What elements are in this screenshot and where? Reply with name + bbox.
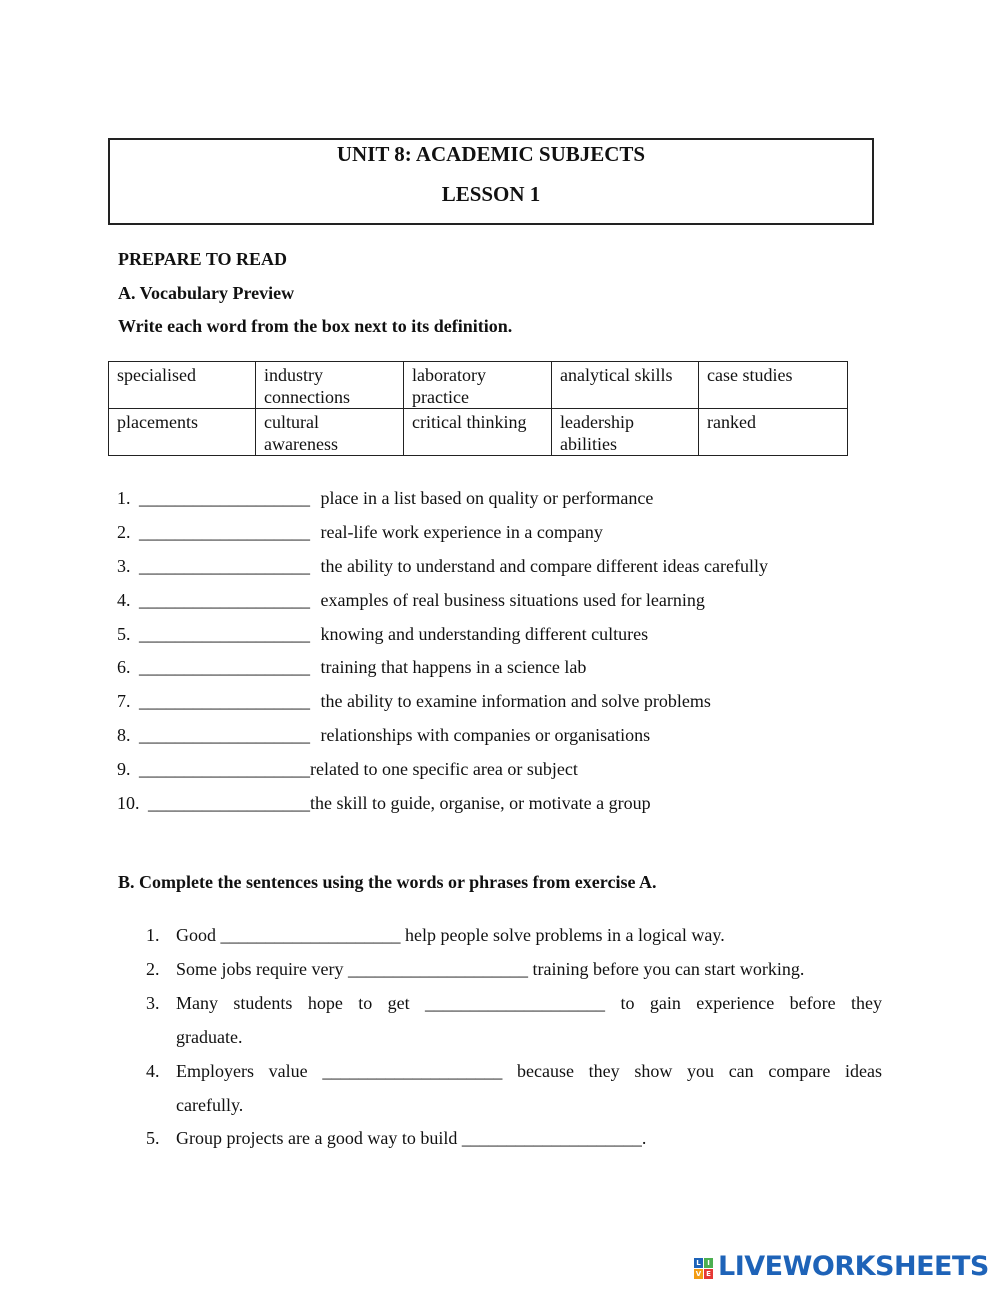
definition-text: knowing and understanding different cultures — [320, 624, 649, 644]
definition-text: the ability to understand and compare different ideas carefully — [320, 556, 768, 576]
sentence-text[interactable]: Group projects are a good way to build ____________________. — [176, 1128, 647, 1148]
definition-text: training that happens in a science lab — [320, 657, 587, 677]
definition-item — [117, 590, 705, 611]
answer-blank[interactable]: ___________________ — [139, 522, 310, 542]
word-cell: case studies — [699, 362, 848, 409]
word-cell: analytical skills — [552, 362, 699, 409]
sentence-number: 3. — [146, 993, 160, 1013]
definition-item — [117, 759, 578, 780]
sentence-text[interactable]: Many students hope to get ____________________ to gain experience before they — [176, 993, 882, 1013]
answer-blank[interactable]: ___________________ — [139, 725, 310, 745]
answer-blank[interactable]: ___________________ — [139, 488, 310, 508]
section-a-title: A. Vocabulary Preview — [118, 283, 295, 303]
definition-text: place in a list based on quality or performance — [320, 488, 654, 508]
definition-text: relationships with companies or organisations — [320, 725, 651, 745]
section-a-instruction: Write each word from the box next to its definition. — [118, 316, 513, 336]
sentence-text: carefully. — [176, 1095, 244, 1115]
sentence-number: 1. — [146, 925, 160, 945]
sentence-text[interactable]: Some jobs require very ____________________ training before you can start working. — [176, 959, 805, 979]
definition-item — [117, 556, 768, 577]
definition-item — [117, 488, 653, 509]
definition-item — [117, 522, 603, 543]
definition-number: 1. — [117, 488, 131, 508]
answer-blank[interactable]: ___________________ — [139, 657, 310, 677]
definition-item — [117, 725, 650, 746]
word-cell: ranked — [699, 409, 848, 456]
answer-blank[interactable]: ___________________ — [139, 624, 310, 644]
unit-title: UNIT 8: ACADEMIC SUBJECTS — [336, 142, 646, 166]
definition-number: 7. — [117, 691, 131, 711]
word-cell: cultural awareness — [256, 409, 404, 456]
sentence-number: 4. — [146, 1061, 160, 1081]
answer-blank[interactable]: ___________________ — [139, 691, 310, 711]
word-box — [108, 361, 848, 456]
definition-number: 9. — [117, 759, 131, 779]
definition-number: 5. — [117, 624, 131, 644]
answer-blank[interactable]: ___________________ — [139, 590, 310, 610]
answer-blank[interactable]: __________________ — [148, 793, 310, 813]
word-box-row — [109, 362, 848, 409]
section-b-title: B. Complete the sentences using the words or phrases from exercise A. — [118, 872, 657, 892]
definition-number: 8. — [117, 725, 131, 745]
definition-number: 6. — [117, 657, 131, 677]
logo-cell: L — [694, 1258, 703, 1268]
sentence-text[interactable]: Employers value ____________________ because they show you can compare ideas — [176, 1061, 882, 1081]
word-cell: placements — [109, 409, 256, 456]
definition-number: 3. — [117, 556, 131, 576]
word-cell: specialised — [109, 362, 256, 409]
sentence-number: 5. — [146, 1128, 160, 1148]
definition-text: real-life work experience in a company — [320, 522, 603, 542]
definition-item — [117, 657, 586, 678]
lesson-title: LESSON 1 — [441, 182, 541, 206]
definition-item — [117, 691, 711, 712]
definition-text: the ability to examine information and solve problems — [320, 691, 711, 711]
definition-number: 2. — [117, 522, 131, 542]
word-box-row — [109, 409, 848, 456]
definition-item — [117, 793, 651, 814]
definition-text: related to one specific area or subject — [310, 759, 578, 779]
definition-text: examples of real business situations used for learning — [320, 590, 705, 610]
definition-text: the skill to guide, organise, or motivate a group — [310, 793, 651, 813]
sentence-number: 2. — [146, 959, 160, 979]
definition-item — [117, 624, 648, 645]
word-cell: laboratory practice — [404, 362, 552, 409]
logo-cell: E — [704, 1269, 713, 1279]
logo-grid-icon — [694, 1258, 714, 1280]
word-cell: industry connections — [256, 362, 404, 409]
logo-text: LIVEWORKSHEETS — [718, 1251, 989, 1282]
title-box — [108, 138, 874, 225]
sentence-text[interactable]: Good ____________________ help people solve problems in a logical way. — [176, 925, 725, 945]
definition-number: 10. — [117, 793, 140, 813]
logo-cell: I — [704, 1258, 713, 1268]
word-cell: critical thinking — [404, 409, 552, 456]
definition-number: 4. — [117, 590, 131, 610]
sentence-text: graduate. — [176, 1027, 243, 1047]
word-cell: leadership abilities — [552, 409, 699, 456]
answer-blank[interactable]: ___________________ — [139, 556, 310, 576]
prepare-heading: PREPARE TO READ — [118, 249, 288, 269]
logo-cell: V — [695, 1270, 702, 1278]
answer-blank[interactable]: ___________________ — [139, 759, 310, 779]
